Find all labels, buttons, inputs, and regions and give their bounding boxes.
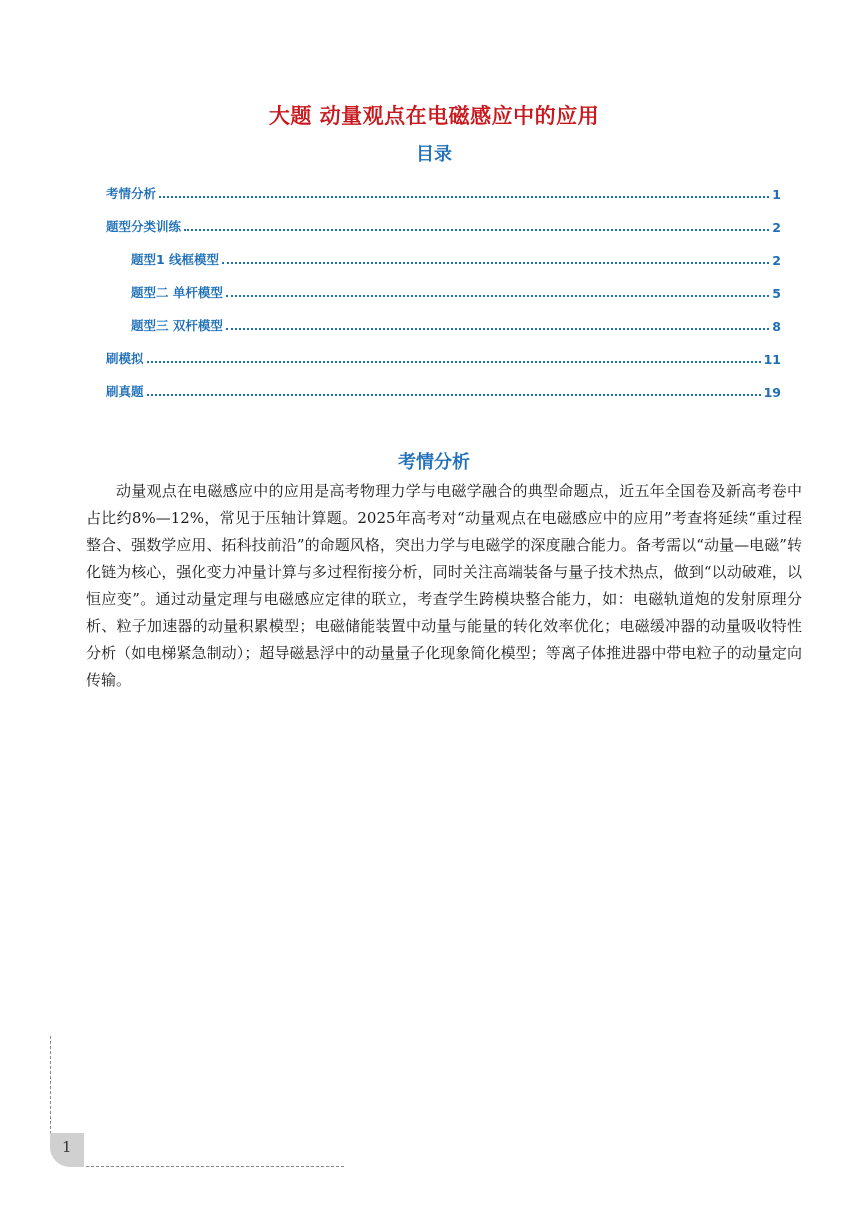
toc-entry-label: 题型分类训练 — [106, 219, 182, 234]
toc-entry-page: 8 — [772, 319, 781, 334]
toc-entry-label: 刷真题 — [106, 384, 144, 399]
toc-entry-label: 题型二 单杆模型 — [131, 285, 223, 300]
toc-entry-page: 19 — [763, 385, 781, 400]
toc-entry-page: 1 — [772, 187, 781, 202]
toc-leader-dots — [159, 196, 769, 198]
toc-heading: 目录 — [416, 144, 452, 165]
toc-entry-moni[interactable] — [106, 338, 781, 371]
section-title: 考情分析 — [398, 452, 470, 473]
toc-leader-dots — [184, 229, 769, 231]
toc-entry-zhenti[interactable] — [106, 371, 781, 404]
toc-entry-dangan[interactable] — [106, 272, 781, 305]
page-corner-dashed-vertical — [50, 1036, 51, 1134]
page-corner-dashed-horizontal — [86, 1166, 344, 1167]
table-of-contents — [106, 173, 781, 404]
toc-entry-kaoqing[interactable] — [106, 173, 781, 206]
toc-entry-label: 考情分析 — [106, 186, 157, 201]
toc-entry-page: 5 — [772, 286, 781, 301]
toc-entry-label: 题型1 线框模型 — [131, 252, 220, 267]
toc-entry-xiankuang[interactable] — [106, 239, 781, 272]
toc-entry-label: 刷模拟 — [106, 351, 144, 366]
toc-entry-page: 2 — [772, 253, 781, 268]
toc-leader-dots — [222, 262, 769, 264]
page-number: 1 — [62, 1138, 72, 1156]
toc-leader-dots — [226, 295, 769, 297]
toc-leader-dots — [226, 328, 769, 330]
toc-entry-shuanggan[interactable] — [106, 305, 781, 338]
toc-entry-tixing-fenlei[interactable] — [106, 206, 781, 239]
toc-entry-page: 2 — [772, 220, 781, 235]
toc-leader-dots — [147, 394, 761, 396]
toc-leader-dots — [147, 361, 761, 363]
toc-entry-page: 11 — [763, 352, 781, 367]
document-title: 大题 动量观点在电磁感应中的应用 — [268, 104, 600, 128]
section-body-paragraph: 动量观点在电磁感应中的应用是高考物理力学与电磁学融合的典型命题点，近五年全国卷及新高考卷中占比约8%—12%，常见于压轴计算题。2025年高考对“动量观点在电磁感应中的应用”考查将延续“重过程整合、强数学应用、拓科技前沿”的命题风格，突出力学与电磁学的深度融合能力。备考需以“动量—电磁”转化链为核心，强化变力冲量计算与多过程衔接分析，同时关注高端装备与量子技术热点，做到“以动破难，以恒应变”。通过动量定理与电磁感应定律的联立，考查学生跨模块整合能力，如：电磁轨道炮的发射原理分析、粒子加速器的动量积累模型；电磁储能装置中动量与能量的转化效率优化；电磁缓冲器的动量吸收特性分析（如电梯紧急制动）；超导磁悬浮中的动量量子化现象简化模型；等离子体推进器中带电粒子的动量定向传输。 — [86, 482, 802, 689]
toc-entry-label: 题型三 双杆模型 — [131, 318, 223, 333]
